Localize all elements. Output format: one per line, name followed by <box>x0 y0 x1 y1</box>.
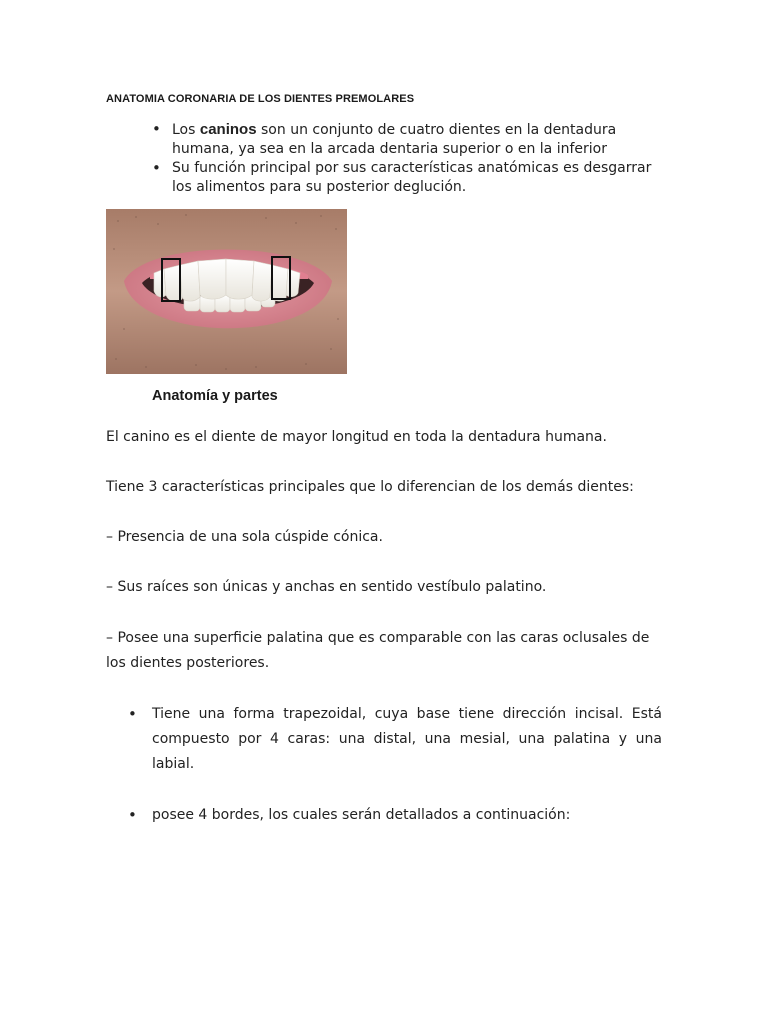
intro-bullet-list <box>172 120 672 197</box>
bullet-forma: • Tiene una forma trapezoidal, cuya base tiene dirección incisal. Está compuesto por 4 caras: una distal, una mesial, una palatina y una labial. <box>152 702 662 777</box>
paragraph-cuspide: – Presencia de una sola cúspide cónica. <box>106 529 383 545</box>
bullet-text: son un conjunto de cuatro dientes en la dentadura humana, ya sea en la arcada dentaria superior o en la inferior <box>172 122 617 157</box>
intro-bullet-funcion: • Su función principal por sus características anatómicas es desgarrar los alimentos para su posterior deglución. <box>172 159 672 197</box>
bullet-bordes: • posee 4 bordes, los cuales serán detallados a continuación: <box>152 803 662 828</box>
bold-term-caninos: caninos <box>199 121 257 138</box>
paragraph-raices: – Sus raíces son únicas y anchas en sentido vestíbulo palatino. <box>106 579 547 595</box>
section-heading: Anatomía y partes <box>152 388 278 404</box>
bordes-bullet-list <box>152 803 662 828</box>
intro-bullet-caninos <box>172 120 672 159</box>
bullet-prefix: Los <box>172 122 200 138</box>
document-title: ANATOMIA CORONARIA DE LOS DIENTES PREMOLARES <box>106 93 415 105</box>
paragraph-caracteristicas: Tiene 3 características principales que lo diferencian de los demás dientes: <box>106 479 634 495</box>
paragraph-superficie: – Posee una superficie palatina que es comparable con las caras oclusales de los dientes posteriores. <box>106 630 650 671</box>
forma-bullet-list <box>152 702 662 777</box>
paragraph-longitud: El canino es el diente de mayor longitud en toda la dentadura humana. <box>106 429 607 445</box>
smile-photo <box>106 209 347 374</box>
